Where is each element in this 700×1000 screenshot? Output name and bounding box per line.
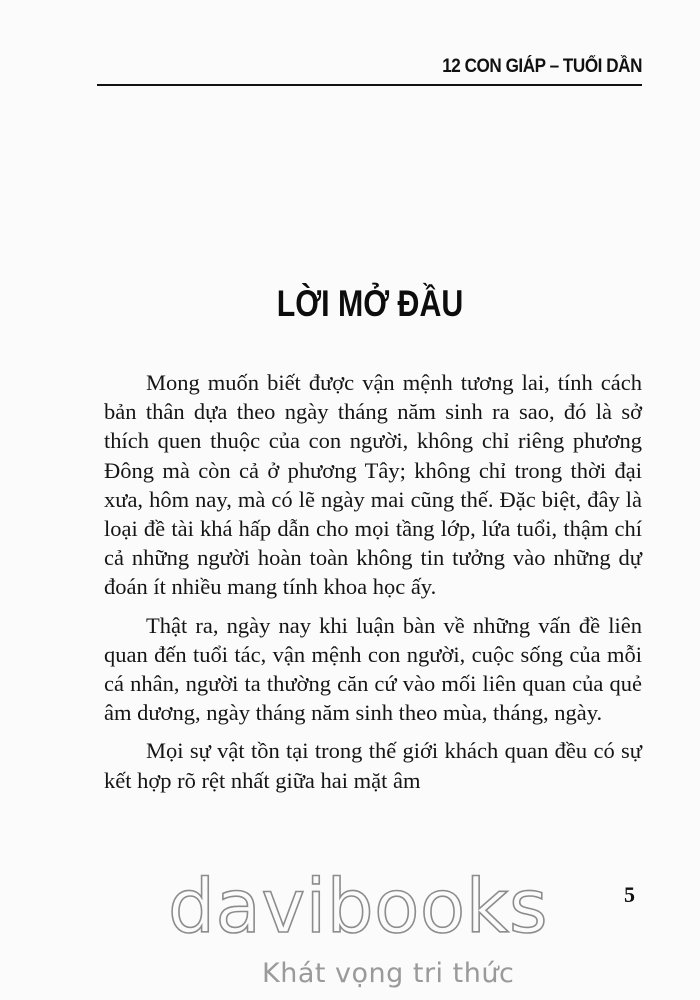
watermark-brand: davibooks	[168, 864, 549, 950]
page-number: 5	[624, 882, 635, 907]
header-rule	[97, 84, 642, 86]
paragraph-2: Thật ra, ngày nay khi luận bàn về những vấn đề liên quan đến tuổi tác, vận mệnh con người, cuộc sống của mỗi cá nhân, người ta thường căn cứ vào mối liên quan của quẻ âm dương, ngày tháng năm sinh theo mùa, tháng, ngày.	[104, 612, 642, 726]
watermark-slogan: Khát vọng tri thức	[262, 958, 515, 989]
chapter-title: LỜI MỞ ĐẦU	[276, 283, 464, 324]
paragraph-1: Mong muốn biết được vận mệnh tương lai, tính cách bản thân dựa theo ngày tháng năm sinh ra sao, đó là sở thích quen thuộc của con người, không chỉ riêng phương Đông mà còn cả ở phương Tây; không chỉ trong thời đại xưa, hôm nay, mà có lẽ ngày mai cũng thế. Đặc biệt, đây là loại đề tài khá hấp dẫn cho mọi tầng lớp, lứa tuổi, thậm chí cả những người hoàn toàn không tin tưởng vào những dự đoán ít nhiều mang tính khoa học ấy.	[104, 370, 642, 600]
paragraph-3: Mọi sự vật tồn tại trong thế giới khách quan đều có sự kết hợp rõ rệt nhất giữa hai mặt âm	[104, 738, 642, 793]
running-head: 12 CON GIÁP – TUỔI DẦN	[442, 56, 642, 77]
watermark-logo	[168, 864, 549, 995]
body-text	[104, 368, 642, 804]
